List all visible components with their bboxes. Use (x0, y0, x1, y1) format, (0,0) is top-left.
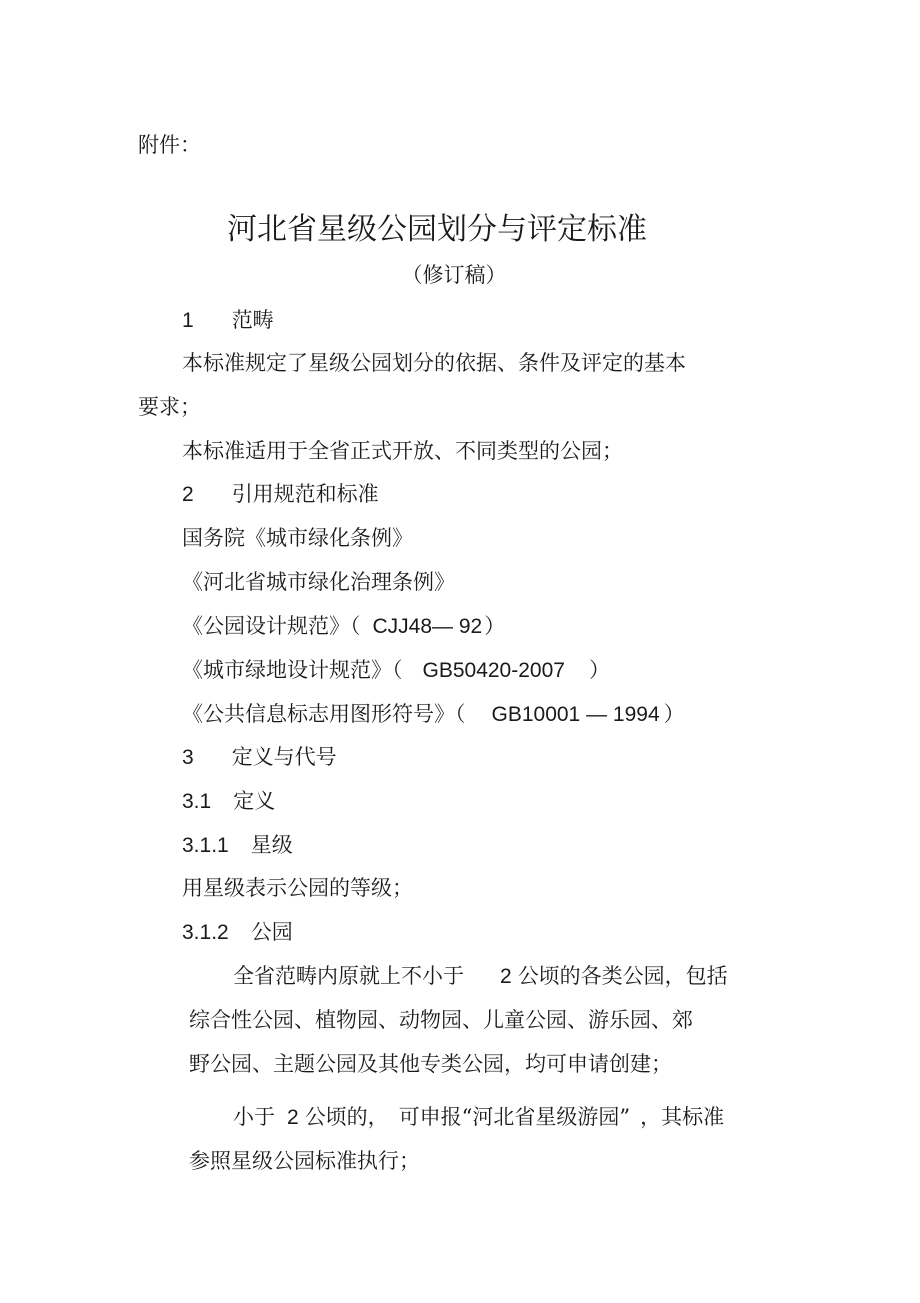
section-title: 范畴 (231, 308, 274, 332)
document-subtitle: （修订稿） (401, 263, 507, 287)
attachment-label: 附件： (138, 133, 201, 157)
section-3-1-2-heading (182, 918, 293, 947)
area-number: 2 (287, 1106, 299, 1129)
reference-item (182, 612, 505, 641)
reference-title: 《公共信息标志用图形符号》（ (182, 702, 466, 726)
section-title: 定义与代号 (231, 745, 337, 769)
document-title: 河北省星级公园划分与评定标准 (227, 212, 647, 247)
section-3-1-2-paragraph-1-line-2: 综合性公园、植物园、动物园、儿童公园、游乐园、郊 (189, 1008, 693, 1032)
reference-item: 《河北省城市绿化治理条例》 (182, 570, 455, 594)
section-1-paragraph-2: 本标准适用于全省正式开放、不同类型的公园； (182, 439, 623, 463)
text-run: 公顷的， (304, 1105, 389, 1129)
text-run: ，其标准 (640, 1105, 725, 1129)
section-3-1-heading (182, 787, 275, 816)
section-title: 定义 (233, 789, 276, 813)
reference-title: 《城市绿地设计规范》（ (182, 658, 403, 682)
section-3-1-2-paragraph-1-line-3: 野公园、主题公园及其他专类公园，均可申请创建； (189, 1052, 672, 1076)
text-run: 全省范畴内原就上不小于 (233, 964, 464, 988)
section-3-1-2-paragraph-2-line-1 (233, 1103, 724, 1132)
section-3-1-1-paragraph: 用星级表示公园的等级； (182, 876, 413, 900)
reference-item (182, 656, 610, 685)
reference-close: ） (588, 658, 610, 682)
section-number: 3.1.2 (182, 921, 229, 944)
reference-item (182, 700, 685, 729)
reference-code: GB50420-2007 (422, 659, 565, 682)
section-title: 星级 (250, 833, 293, 857)
reference-item: 国务院《城市绿化条例》 (182, 526, 413, 550)
section-3-1-1-heading (182, 831, 293, 860)
section-number: 3.1 (182, 790, 212, 813)
reference-close: ） (663, 702, 685, 726)
section-number: 1 (182, 309, 194, 332)
section-1-paragraph-1-line-2: 要求； (138, 395, 201, 419)
reference-code: CJJ48— 92 (372, 615, 483, 638)
reference-title: 《公园设计规范》（ (182, 614, 361, 638)
section-title: 引用规范和标准 (231, 482, 379, 506)
reference-close: ） (484, 614, 506, 638)
section-3-1-2-paragraph-2-line-2: 参照星级公园标准执行； (189, 1149, 420, 1173)
section-1-heading (182, 306, 274, 335)
section-number: 3.1.1 (182, 834, 229, 857)
text-run: 小于 (233, 1105, 275, 1129)
text-run: 可申报“河北省星级游园” (398, 1105, 631, 1129)
section-number: 3 (182, 746, 194, 769)
section-1-paragraph-1-line-1: 本标准规定了星级公园划分的依据、条件及评定的基本 (182, 351, 686, 375)
section-2-heading (182, 480, 379, 509)
section-3-1-2-paragraph-1-line-1 (233, 962, 728, 991)
section-3-heading (182, 743, 337, 772)
section-title: 公园 (250, 920, 293, 944)
text-run: 公顷的各类公园，包括 (517, 964, 728, 988)
section-number: 2 (182, 483, 194, 506)
area-number: 2 (500, 965, 512, 988)
reference-code: GB10001 — 1994 (491, 703, 660, 726)
